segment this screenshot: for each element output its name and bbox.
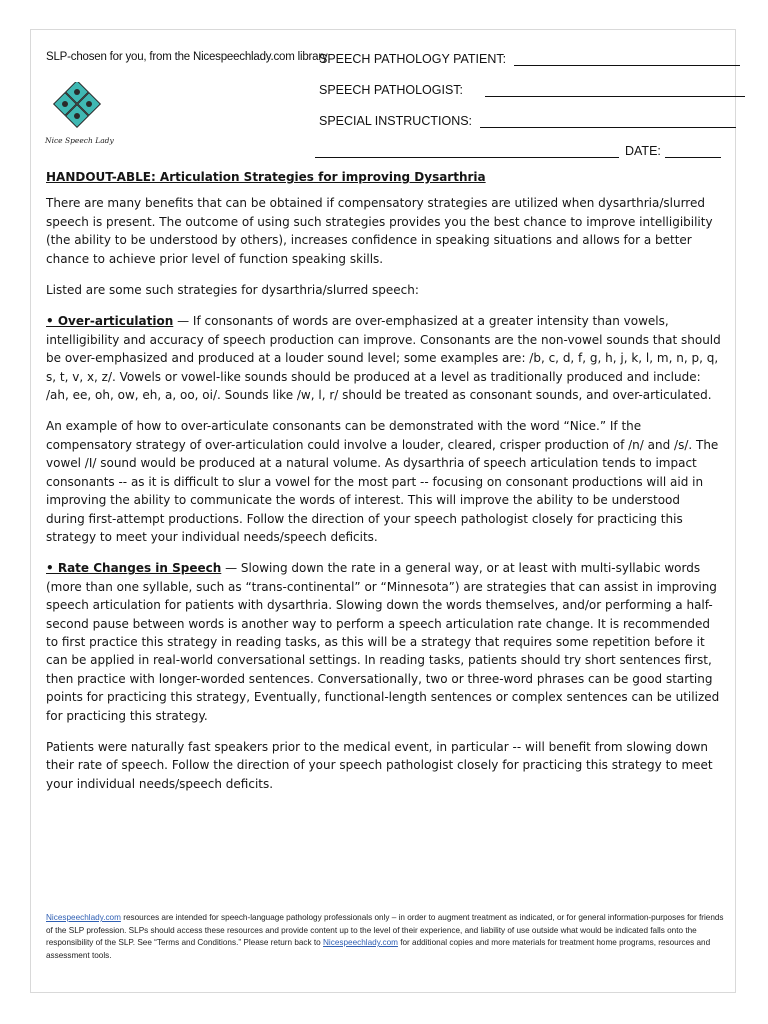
instructions-field-line[interactable]	[480, 115, 736, 128]
rate-changes-text: Slowing down the rate in a general way, or at least with multi-syllabic words (more than one syllable, such as “trans-continental” or “Minnesota”) are strategies that can assist in improving speech articulation for patients with dysarthria. Slowing down the words themselves, and/or performing a half-second pause between words is another way to perform a speech articulation rate change. It is recommended to first practice this strategy in reading tasks, as this will be a strategy that requires some repetition before it can be applied in real-world conversational settings. In reading tasks, patients should try short sentences first, then practice with longer-worded sentences. Conversationally, two or three-word phrases can be good starting points for practicing this strategy, Eventually, functional-length sentences or complex sentences can be utilized for practicing this strategy.	[46, 561, 720, 723]
instructions-field	[319, 114, 736, 128]
handout-body	[46, 168, 722, 806]
rate-changes-label: • Rate Changes in Speech	[46, 561, 222, 576]
intro-paragraph: There are many benefits that can be obtained if compensatory strategies are utilized when dysarthria/slurred speech is present. The outcome of using such strategies provides you the best chance to improve intelligibility (the ability to be understood by others), increases confidence in speaking situations and allows for a better chance to achieve prior level of function speaking skills.	[46, 196, 713, 266]
signature-line[interactable]	[315, 145, 619, 158]
patient-field	[319, 52, 740, 66]
pathologist-field-label: SPEECH PATHOLOGIST:	[319, 83, 464, 97]
rate-changes-paragraph	[46, 559, 722, 725]
example-paragraph: An example of how to over-articulate consonants can be demonstrated with the word “Nice.” If the compensatory strategy of over-articulation could involve a louder, cleared, crisper production of /n/ and /s/. The vowel /I/ sound would be produced at a natural volume. As dysarthria of speech articulation tends to impact consonants -- as it is difficult to slur a vowel for the most part -- focusing on consonant productions will aid in improving the ability to communicate the words of interest. This will improve the ability to be understood during first-attempt productions. Follow the direction of your speech pathologist closely for practicing this strategy to meet your individual needs/speech deficits.	[46, 419, 719, 544]
over-articulation-dash: —	[173, 314, 193, 329]
footer-link-1[interactable]: Nicespeechlady.com	[46, 913, 121, 922]
handout-title: HANDOUT-ABLE: Articulation Strategies for improving Dysarthria	[46, 170, 486, 184]
logo-diamonds-icon	[45, 82, 111, 134]
strategies-intro: Listed are some such strategies for dysarthria/slurred speech:	[46, 283, 419, 298]
pathologist-field-line[interactable]	[485, 84, 745, 97]
patient-field-line[interactable]	[514, 53, 740, 66]
over-articulation-paragraph	[46, 312, 722, 404]
over-articulation-text: If consonants of words are over-emphasized at a greater intensity than vowels, intelligibility and accuracy of speech production can improve. Consonants are the non-vowel sounds that should be over-emphasized and produced at a louder sound level; some examples are: /b, c, d, f, g, h, j, k, l, m, n, p, q, s, t, v, x, z/. Vowels or vowel-like sounds should be produced at a level as traditionally produced and include: /ah, ee, oh, ow, eh, a, oo, oi/. Sounds like /w, l, r/ should be treated as consonant sounds, and over-articulated.	[46, 314, 721, 403]
footer-link-2[interactable]: Nicespeechlady.com	[323, 938, 398, 947]
instructions-field-label: SPECIAL INSTRUCTIONS:	[319, 114, 473, 128]
pathologist-field	[319, 83, 745, 97]
patient-field-label: SPEECH PATHOLOGY PATIENT:	[319, 52, 507, 66]
date-label: DATE:	[625, 144, 661, 158]
footer-disclaimer	[46, 912, 724, 962]
rate-changes-dash: —	[221, 561, 241, 576]
handout-page	[30, 29, 736, 993]
library-source-line: SLP-chosen for you, from the Nicespeechlady.com library	[46, 51, 328, 63]
over-articulation-label: • Over-articulation	[46, 314, 174, 329]
closing-paragraph: Patients were naturally fast speakers prior to the medical event, in particular -- will benefit from slowing down their rate of speech. Follow the direction of your speech pathologist closely for practicing this strategy to meet your individual needs/speech deficits.	[46, 739, 713, 791]
nice-speech-lady-logo	[45, 82, 114, 154]
date-line[interactable]	[665, 145, 721, 158]
footer-text-1: resources are intended for speech-language pathology professionals only – in order to augment treatment as indicated, or for general information-purposes for friends of the SLP profession. SLPs should access these resources and provide content up to the level of their experience, and liability of use outside what would be indicated falls onto the responsibility of the SLP. See “Terms and Conditions.” Please return back to	[46, 913, 724, 947]
footer-text-2: for additional copies and more materials for treatment home programs, resources and assessment tools.	[46, 938, 711, 960]
logo-text: Nice Speech Lady	[45, 136, 114, 145]
date-row	[315, 144, 721, 158]
